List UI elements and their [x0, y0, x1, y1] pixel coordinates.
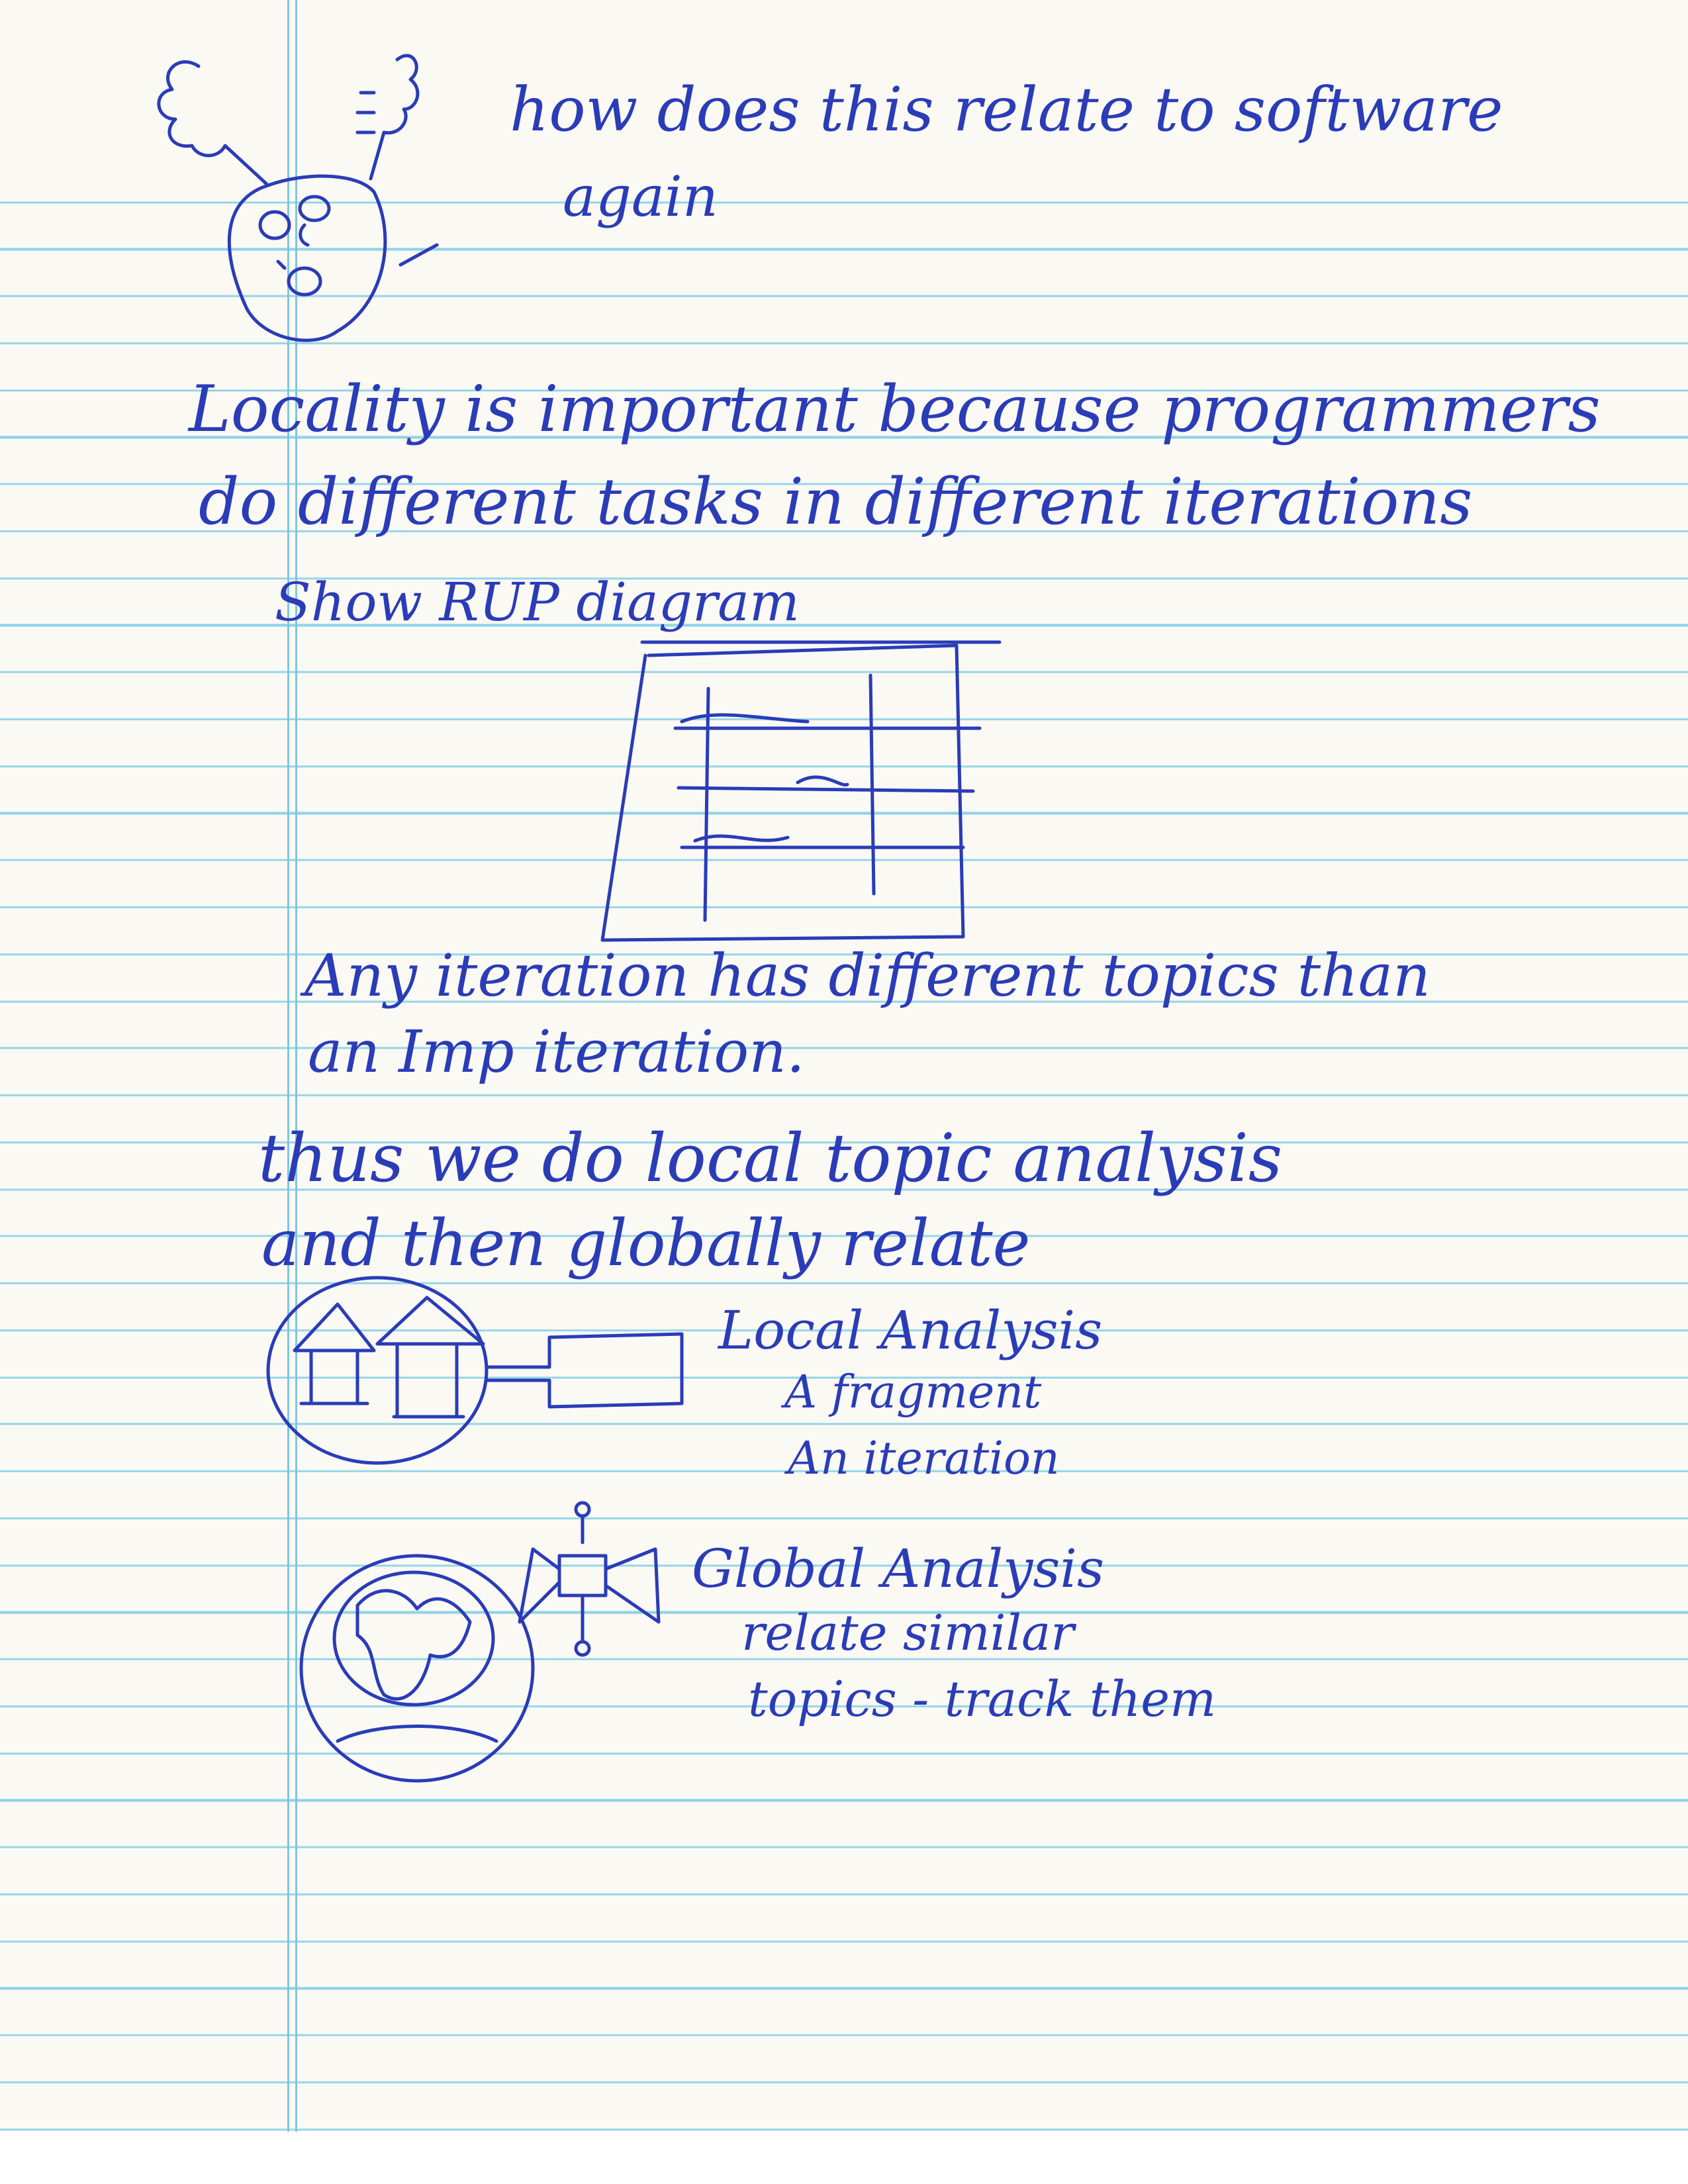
global-item-track: topics - track them — [748, 1671, 1217, 1728]
iteration-line2: an Imp iteration. — [308, 1018, 805, 1086]
globe-satellite-icon — [298, 1490, 695, 1794]
local-item-iteration: An iteration — [788, 1433, 1060, 1485]
locality-line1: Locality is important because programmers — [189, 372, 1601, 446]
iteration-line1: Any iteration has different topics than — [305, 941, 1430, 1010]
header-question-line1: how does this relate to software — [510, 74, 1503, 145]
local-item-fragment: A fragment — [784, 1366, 1042, 1419]
local-analysis-title: Local Analysis — [718, 1300, 1103, 1361]
rup-diagram-icon — [583, 629, 1006, 960]
locality-line2: do different tasks in different iterations — [199, 465, 1473, 539]
magnifier-houses-icon — [265, 1271, 702, 1470]
global-analysis-title: Global Analysis — [692, 1538, 1105, 1599]
moose-doodle-icon — [146, 26, 424, 357]
analysis-line2: and then globally relate — [261, 1206, 1031, 1280]
global-item-relate: relate similar — [741, 1605, 1074, 1662]
rup-caption: Show RUP diagram — [275, 571, 800, 633]
analysis-line1: thus we do local topic analysis — [258, 1119, 1283, 1197]
header-question-line2: again — [563, 164, 718, 229]
